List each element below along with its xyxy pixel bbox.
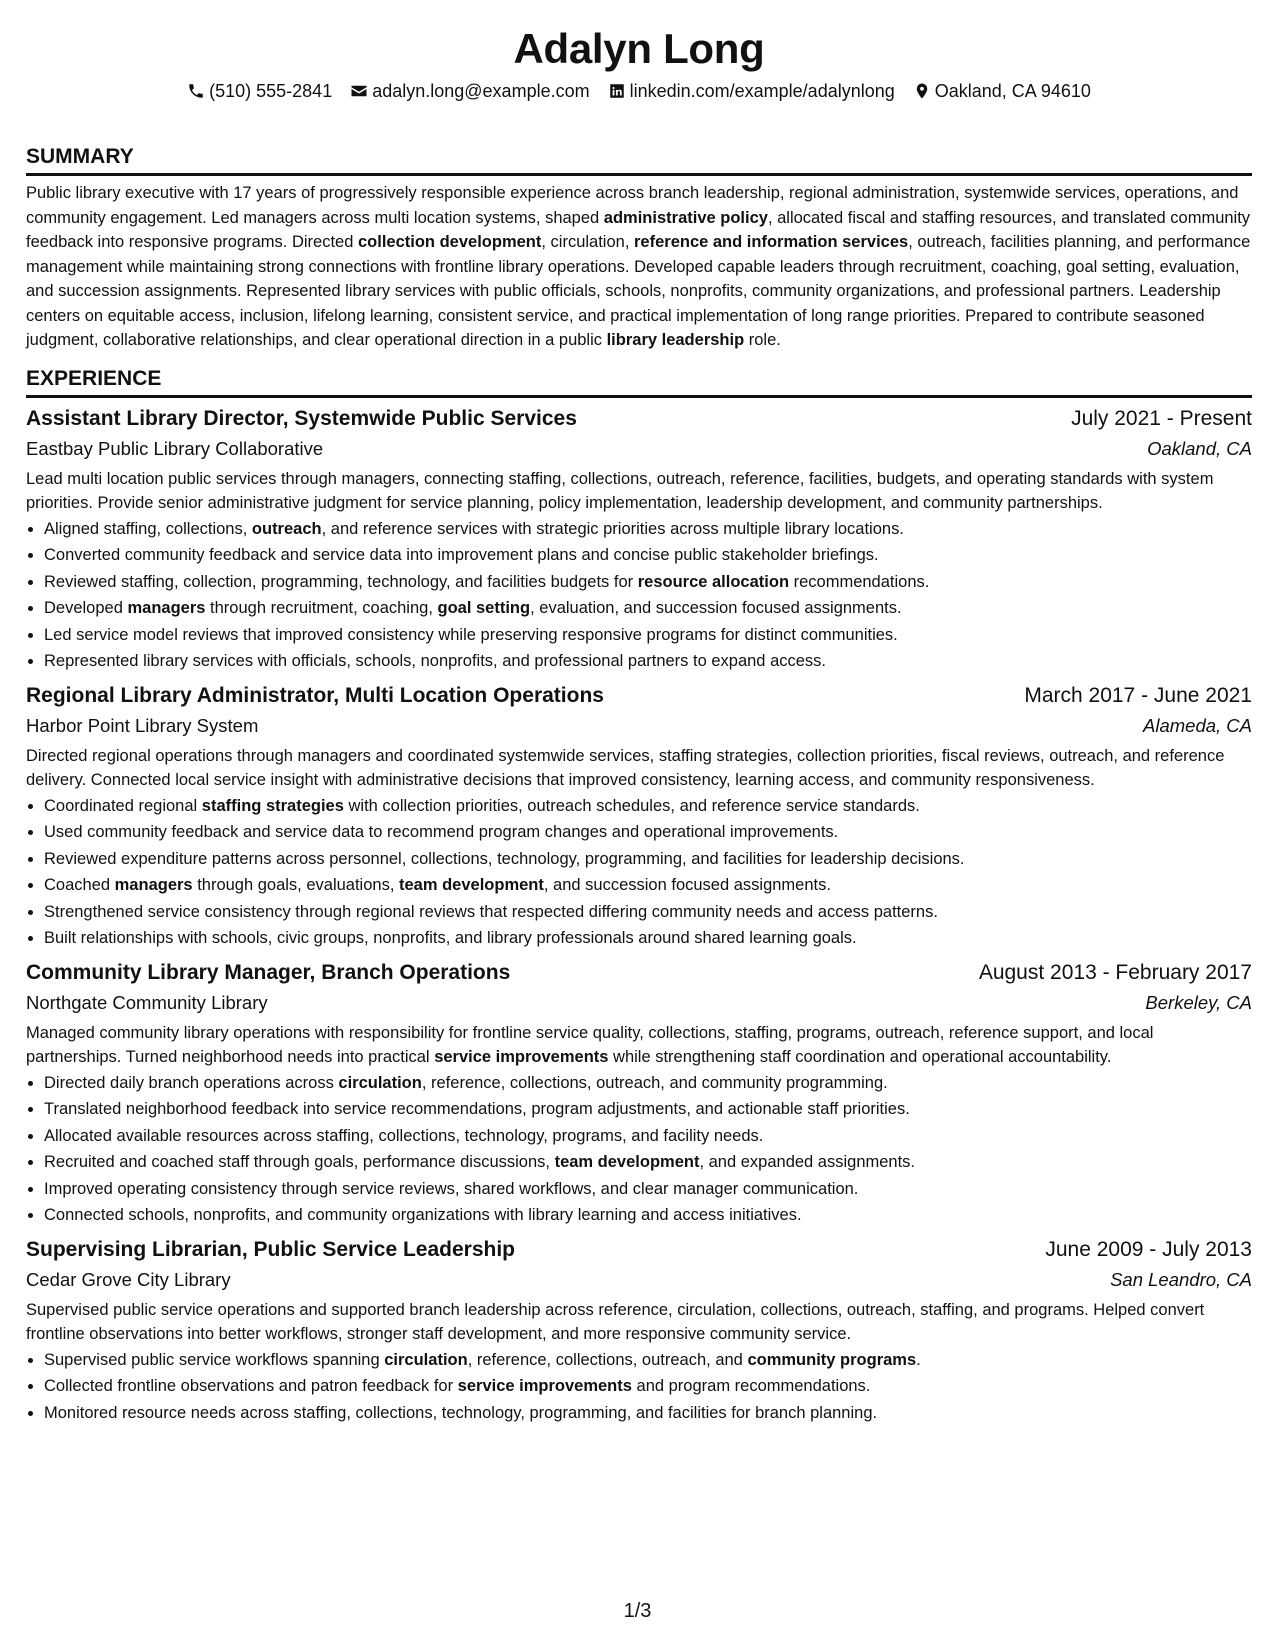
bullet-item: • Built relationships with schools, civic groups, nonprofits, and library professionals around shared learning goals. — [44, 925, 1252, 952]
bold-keyword: goal setting — [437, 599, 531, 617]
email-link[interactable]: adalyn.long@example.com — [372, 81, 590, 101]
bullet-item: • Strengthened service consistency through regional reviews that respected differing community needs and access patterns. — [44, 899, 1252, 926]
bold-keyword: service improvements — [457, 1377, 632, 1395]
job-subheader — [26, 988, 1252, 1018]
job-bullets — [26, 516, 1252, 675]
experience-heading: EXPERIENCE — [26, 366, 1252, 398]
job-entry — [26, 1235, 1252, 1427]
bold-keyword: administrative policy — [603, 208, 768, 227]
bold-keyword: service improvements — [434, 1048, 609, 1066]
job-location: San Leandro, CA — [1110, 1268, 1252, 1290]
job-subheader — [26, 434, 1252, 464]
job-subheader — [26, 711, 1252, 741]
job-header — [26, 404, 1252, 434]
bullet-item: • Developed managers through recruitment, coaching, goal setting, evaluation, and succession focused assignments. — [44, 595, 1252, 622]
job-location: Oakland, CA — [1147, 437, 1252, 459]
bullet-item: • Monitored resource needs across staffing, collections, technology, programming, and facilities for branch planning. — [44, 1400, 1252, 1427]
job-entry — [26, 958, 1252, 1229]
contact-email[interactable] — [350, 78, 589, 104]
bullet-item: • Reviewed expenditure patterns across personnel, collections, technology, programming, and facilities for leadership decisions. — [44, 846, 1252, 873]
contact-phone — [187, 78, 332, 104]
bold-keyword: library leadership — [606, 331, 745, 349]
envelope-icon — [350, 82, 368, 100]
bullet-item: • Supervised public service workflows spanning circulation, reference, collections, outreach, and community programs. — [44, 1347, 1252, 1374]
job-dates: March 2017 - June 2021 — [1024, 683, 1252, 707]
bullet-item: • Converted community feedback and service data into improvement plans and concise public stakeholder briefings. — [44, 542, 1252, 569]
job-header — [26, 1235, 1252, 1265]
candidate-name: Adalyn Long — [513, 25, 765, 72]
bullet-item: • Collected frontline observations and patron feedback for service improvements and program recommendations. — [44, 1373, 1252, 1400]
page-number: 1/3 — [623, 1600, 652, 1622]
bullet-item: • Aligned staffing, collections, outreach, and reference services with strategic priorities across multiple library locations. — [44, 516, 1252, 543]
job-organization: Harbor Point Library System — [26, 714, 259, 736]
location-text: Oakland, CA 94610 — [934, 81, 1091, 101]
job-header — [26, 958, 1252, 988]
job-dates: August 2013 - February 2017 — [978, 960, 1252, 984]
job-subheader — [26, 1265, 1252, 1295]
bullet-item: • Directed daily branch operations across circulation, reference, collections, outreach, and community programming. — [44, 1070, 1252, 1097]
job-description: Lead multi location public services through managers, connecting staffing, collections, outreach, reference, facilities, budgets, and operating standards with system priorities. Provide senior administrative judgment for service planning, policy implementation, leadership development, and community partnerships. — [26, 469, 1214, 512]
job-bullets — [26, 1070, 1252, 1229]
job-bullets — [26, 1347, 1252, 1427]
bullet-item: • Allocated available resources across staffing, collections, technology, programs, and facility needs. — [44, 1123, 1252, 1150]
bold-keyword: community programs — [747, 1350, 917, 1369]
job-description: Supervised public service operations and supported branch leadership across reference, circulation, collections, outreach, staffing, and programs. Helped convert frontline observations into better workflows, stronger staff development, and more responsive community service. — [26, 1300, 1205, 1343]
linkedin-link[interactable]: linkedin.com/example/adalynlong — [629, 81, 895, 101]
bullet-item: • Recruited and coached staff through goals, performance discussions, team development, and expanded assignments. — [44, 1149, 1252, 1176]
linkedin-icon — [608, 82, 626, 100]
bold-keyword: outreach — [251, 519, 322, 538]
job-bullets — [26, 793, 1252, 952]
bold-keyword: circulation — [384, 1350, 468, 1369]
bold-keyword: team development — [399, 876, 544, 894]
resume-page — [26, 0, 1252, 1426]
bold-keyword: circulation — [338, 1073, 422, 1092]
bullet-item: • Improved operating consistency through service reviews, shared workflows, and clear manager communication. — [44, 1176, 1252, 1203]
job-organization: Cedar Grove City Library — [26, 1268, 231, 1290]
map-pin-icon — [913, 82, 931, 100]
bullet-item: • Coordinated regional staffing strategies with collection priorities, outreach schedules, and reference service standards. — [44, 793, 1252, 820]
job-organization: Eastbay Public Library Collaborative — [26, 437, 324, 459]
bold-keyword: collection development — [358, 233, 542, 251]
experience-list — [26, 404, 1252, 1427]
job-location: Berkeley, CA — [1145, 991, 1252, 1013]
bullet-item: • Coached managers through goals, evaluations, team development, and succession focused assignments. — [44, 872, 1252, 899]
phone-icon — [187, 82, 205, 100]
bullet-item: • Represented library services with officials, schools, nonprofits, and professional partners to expand access. — [44, 648, 1252, 675]
bold-keyword: reference and information services — [634, 233, 909, 251]
job-title: Supervising Librarian, Public Service Leadership — [26, 1237, 515, 1261]
contact-linkedin[interactable] — [608, 78, 895, 104]
bullet-item: • Translated neighborhood feedback into service recommendations, program adjustments, and actionable staff priorities. — [44, 1096, 1252, 1123]
job-title: Community Library Manager, Branch Operations — [26, 960, 511, 984]
bold-keyword: staffing strategies — [201, 796, 344, 815]
job-description: Managed community library operations with responsibility for frontline service quality, collections, staffing, programs, outreach, reference support, and local partnerships. Turned neighborhood needs into practical service improvements while strengthening staff coordination and operational accountability. — [26, 1023, 1154, 1066]
job-title: Assistant Library Director, Systemwide Public Services — [26, 406, 577, 430]
bullet-item: • Led service model reviews that improved consistency while preserving responsive programs for distinct communities. — [44, 622, 1252, 649]
bullet-item: • Reviewed staffing, collection, programming, technology, and facilities budgets for resource allocation recommendations. — [44, 569, 1252, 596]
job-header — [26, 681, 1252, 711]
bullet-item: • Used community feedback and service data to recommend program changes and operational improvements. — [44, 819, 1252, 846]
bold-keyword: resource allocation — [637, 572, 790, 591]
job-title: Regional Library Administrator, Multi Location Operations — [26, 683, 604, 707]
summary-heading: SUMMARY — [26, 144, 1252, 176]
job-dates: June 2009 - July 2013 — [1045, 1237, 1252, 1261]
contact-location — [913, 78, 1091, 104]
job-organization: Northgate Community Library — [26, 991, 268, 1013]
phone-text: (510) 555-2841 — [209, 81, 333, 101]
bold-keyword: managers — [114, 876, 193, 894]
job-description: Directed regional operations through managers and coordinated systemwide services, staffing strategies, collection priorities, fiscal reviews, outreach, and reference delivery. Connected local service insight with administrative decisions that improved consistency, learning access, and community responsiveness. — [26, 746, 1225, 789]
bold-keyword: team development — [554, 1153, 700, 1171]
contact-bar — [26, 78, 1252, 104]
summary-paragraph: Public library executive with 17 years of progressively responsible experience across branch leadership, regional administration, systemwide services, operations, and community engagement. Led managers across multi location systems, shaped administrative policy, allocated fiscal and staffing resources, and translated community feedback into responsive programs. Directed collection development, circulation, reference and information services, outreach, facilities planning, and performance management while maintaining strong connections with frontline library operations. Developed capable leaders through recruitment, coaching, goal setting, evaluation, and succession assignments. Represented library services with public officials, schools, nonprofits, community organizations, and professional partners. Leadership centers on equitable access, inclusion, lifelong learning, consistent service, and practical implementation of long range priorities. Prepared to contribute seasoned judgment, collaborative relationships, and clear operational direction in a public library leadership role. — [26, 184, 1251, 349]
job-entry — [26, 681, 1252, 952]
job-entry — [26, 404, 1252, 675]
bold-keyword: managers — [127, 599, 206, 617]
job-location: Alameda, CA — [1143, 714, 1252, 736]
bullet-item: • Connected schools, nonprofits, and community organizations with library learning and access initiatives. — [44, 1202, 1252, 1229]
job-dates: July 2021 - Present — [1071, 406, 1252, 430]
